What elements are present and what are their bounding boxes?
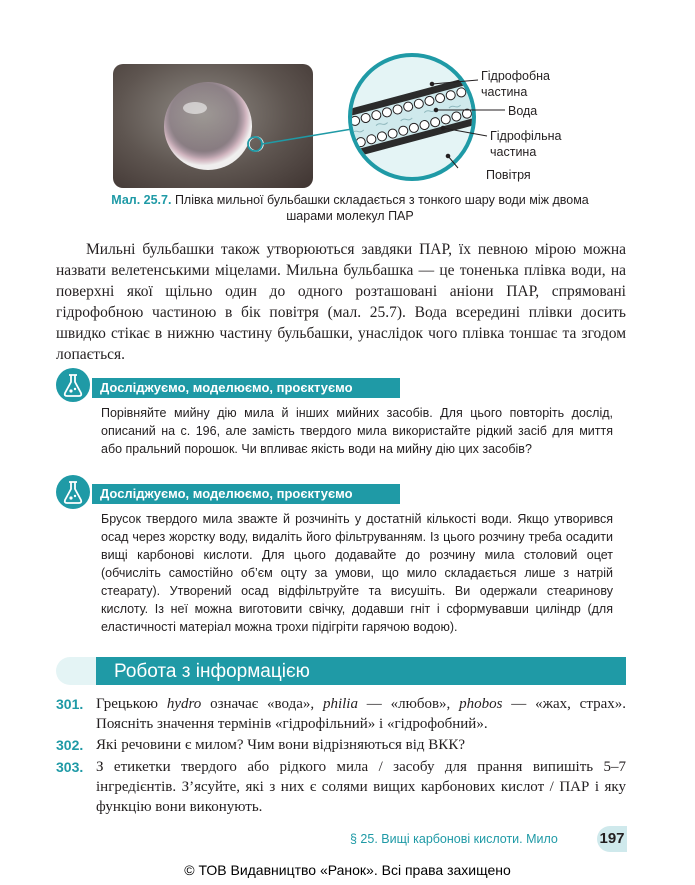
task-number: 301. [56,696,84,712]
caption-text: Плівка мильної бульбашки складається з тонкого шару води між двома шарами молекул ПАР [171,193,589,223]
figure-caption [100,192,600,224]
bubble-film-diagram [0,0,695,195]
caption-label: Мал. 25.7. [111,193,172,207]
label-hydrophobic: Гідрофобна частина [481,69,550,99]
box-title: Досліджуємо, моделюємо, проєктуємо [92,484,400,504]
flask-icon [56,475,90,509]
task-item [56,735,626,755]
task-text: Які речовини є милом? Чим вони відрізняються від ВКК? [96,737,465,753]
box-title: Досліджуємо, моделюємо, проєктуємо [92,378,400,398]
flask-icon [56,368,90,402]
section-title: Робота з інформацією [114,661,310,682]
task-number: 302. [56,737,84,753]
box-text: Порівняйте мийну дію мила й інших мийних засобів. Для цього повторіть дослід, описаний на с. 196, але замість твердого мила використайте рідкий засіб для миття або пральний порошок. Чи впливає якість води на мийну дію цих засобів? [101,406,613,456]
footer-section-title: § 25. Вищі карбонові кислоти. Мило [350,832,558,846]
task-number: 303. [56,759,84,775]
main-paragraph: Мильні бульбашки також утворюються завдяки ПАР, їх певною мірою можна назвати велетенськими міцелами. Мильна бульбашка — це тоненька плівка води, на поверхні якої щільно один до одного розташовані аніони ПАР, спрямовані гідрофобною частиною в бік повітря (мал. 25.7). Вода всередині плівки досить швидко стікає в нижню частину бульбашки, унаслідок чого плівка тоншає та згодом лопається. [56,241,626,363]
task-text: З етикетки твердого або рідкого мила / засобу для прання випишіть 5–7 інгредієнтів. З’ясуйте, які з них є солями вищих карбонових кислот / ПАР і яку функцію вони виконують. [96,759,626,815]
label-air: Повітря [486,168,531,182]
task-item [56,757,626,817]
page-number: 197 [597,826,627,852]
box-text: Брусок твердого мила зважте й розчиніть у достатній кількості води. Якщо утворився осад через жорстку воду, видаліть його фільтруванням. Із цього розчину треба осадити вищі карбонові кислоти. Для цього додавайте до розчину мила столовий оцет (обчисліть самостійно об’єм оцту за умови, що мило складається лише з натрій стеарату). Утворений осад відфільтруйте та висушіть. Ви одержали стеаринову кислоту. Із неї можна виготовити свічку, додавши гніт і сформувавши циліндр (для еластичності матеріал можна трохи підігріти гарячою водою). [101,512,613,634]
label-hydrophilic: Гідрофільна частина [490,129,562,159]
copyright: © ТОВ Видавництво «Ранок». Всі права захищено [184,862,511,878]
task-item [56,694,626,734]
task-text: Грецькою hydro означає «вода», philia — «любов», phobos — «жах, страх». Поясніть значення термінів «гідрофільний» і «гідрофобний». [96,696,626,732]
label-water: Вода [508,104,538,118]
